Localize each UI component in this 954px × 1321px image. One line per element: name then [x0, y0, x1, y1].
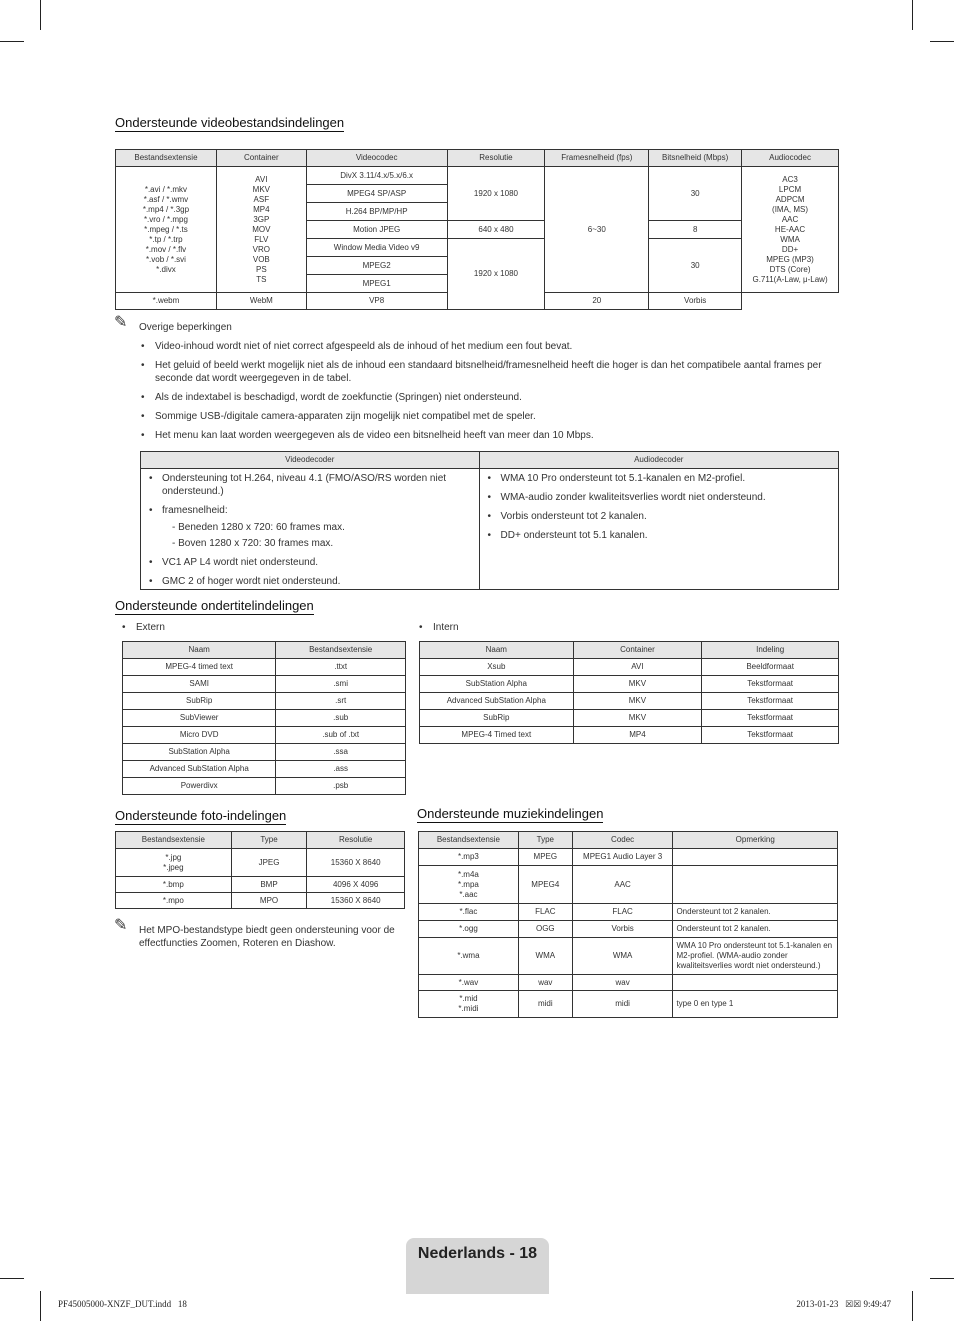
list-item: • VC1 AP L4 wordt niet ondersteund. [144, 556, 476, 569]
col-header: Resolutie [447, 150, 545, 167]
list-item: • DD+ ondersteunt tot 5.1 kanalen. [483, 529, 835, 542]
photo-formats-table [115, 831, 405, 909]
list-item: • Video-inhoud wordt niet of niet correct afgespeeld als de inhoud of het medium een fout bevat. [139, 340, 829, 353]
video-formats-heading: Ondersteunde videobestandsindelingen [115, 115, 345, 130]
table-row: Xsub AVI Beeldformaat [420, 659, 839, 676]
table-row: MPEG-4 Timed text MP4 Tekstformaat [420, 727, 839, 744]
webm-bitrate: 20 [545, 293, 649, 310]
audio-codec-list: AC3 LPCM ADPCM (IMA, MS) AAC HE-AAC WMA DD+ MPEG (MP3) DTS (Core) G.711(A-Law, μ-Law) [742, 167, 839, 293]
codec-cell: MPEG2 [306, 257, 447, 275]
col-header: Bestandsextensie [116, 150, 217, 167]
table-row: Powerdivx .psb [123, 778, 406, 795]
col-header: Bestandsextensie [419, 832, 519, 849]
container-list: AVI MKV ASF MP4 3GP MOV FLV VRO VOB PS TS [216, 167, 306, 293]
col-header: Container [216, 150, 306, 167]
table-row: MPEG-4 timed text .ttxt [123, 659, 406, 676]
list-item: • GMC 2 of hoger wordt niet ondersteund. [144, 575, 476, 588]
audio-decoder-cell [479, 469, 838, 590]
col-header: Audiocodec [742, 150, 839, 167]
col-header: Bitsnelheid (Mbps) [649, 150, 742, 167]
table-row: SubStation Alpha .ssa [123, 744, 406, 761]
footer-filename: PF45005000-XNZF_DUT.indd 18 [58, 1299, 187, 1309]
music-formats-heading: Ondersteunde muziekindelingen [417, 806, 604, 821]
footer-timestamp: 2013-01-23 ☒☒ 9:49:47 [796, 1299, 891, 1309]
video-decoder-cell [141, 469, 480, 590]
page-number-label: Nederlands - 18 [417, 1245, 538, 1262]
table-row: *.mid *.midi midi midi type 0 en type 1 [419, 991, 838, 1018]
table-row: SubRip MKV Tekstformaat [420, 710, 839, 727]
crop-mark [912, 1291, 913, 1321]
table-row: *.mp3 MPEG MPEG1 Audio Layer 3 [419, 849, 838, 866]
col-header: Videocodec [306, 150, 447, 167]
list-item: • Sommige USB-/digitale camera-apparaten zijn mogelijk niet compatibel met de speler. [139, 410, 829, 423]
col-header: Audiodecoder [479, 452, 838, 469]
table-row: Advanced SubStation Alpha .ass [123, 761, 406, 778]
col-header: Opmerking [673, 832, 838, 849]
bitrate-cell: 30 [649, 239, 742, 293]
table-row: SubRip .srt [123, 693, 406, 710]
codec-cell: Window Media Video v9 [306, 239, 447, 257]
list-item: • Het geluid of beeld werkt mogelijk niet als de inhoud een standaard bitsnelheid/framesnelheid heeft die hoger is dan het compatibele aantal frames per seconde dat wordt weergegeven in de tabel. [139, 359, 829, 385]
internal-subtitle-table [419, 641, 839, 744]
codec-cell: H.264 BP/MP/HP [306, 203, 447, 221]
crop-mark [40, 1291, 41, 1321]
col-header: Codec [572, 832, 673, 849]
col-header: Framesnelheid (fps) [545, 150, 649, 167]
table-row: *.wav wav wav [419, 975, 838, 991]
framerate-cell: 6~30 [545, 167, 649, 293]
webm-codec: VP8 [306, 293, 447, 310]
crop-mark [40, 0, 41, 30]
list-item: • Het menu kan laat worden weergegeven als de video een bitsnelheid heeft van meer dan 10 Mbps. [139, 429, 829, 442]
col-header: Bestandsextensie [276, 642, 406, 659]
col-header: Naam [420, 642, 574, 659]
codec-cell: MPEG4 SP/ASP [306, 185, 447, 203]
table-row: SAMI .smi [123, 676, 406, 693]
internal-label: • Intern [417, 621, 459, 640]
table-row: SubViewer .sub [123, 710, 406, 727]
table-row: *.m4a *.mpa *.aac MPEG4 AAC [419, 866, 838, 904]
col-header: Indeling [702, 642, 839, 659]
col-header: Type [231, 832, 307, 849]
music-formats-table [418, 831, 838, 1018]
col-header: Type [518, 832, 572, 849]
resolution-cell: 640 x 480 [447, 221, 545, 239]
external-subtitle-table [122, 641, 406, 795]
col-header: Container [573, 642, 702, 659]
subtitle-formats-heading: Ondersteunde ondertitelindelingen [115, 598, 314, 613]
crop-mark [0, 41, 24, 42]
table-row: SubStation Alpha MKV Tekstformaat [420, 676, 839, 693]
col-header: Naam [123, 642, 276, 659]
webm-audio: Vorbis [649, 293, 742, 310]
decoder-table [140, 451, 839, 590]
codec-cell: MPEG1 [306, 275, 447, 293]
bitrate-cell: 8 [649, 221, 742, 239]
table-row: Advanced SubStation Alpha MKV Tekstformaat [420, 693, 839, 710]
webm-extension: *.webm [116, 293, 217, 310]
webm-container: WebM [216, 293, 306, 310]
photo-note: Het MPO-bestandstype biedt geen ondersteuning voor de effectfuncties Zoomen, Roteren en Diashow. [139, 925, 395, 949]
bitrate-cell: 30 [649, 167, 742, 221]
page-number-tab [406, 1238, 549, 1294]
external-label: • Extern [120, 621, 165, 640]
table-row: *.ogg OGG Vorbis Ondersteunt tot 2 kanalen. [419, 921, 838, 938]
resolution-cell: 1920 x 1080 [447, 167, 545, 221]
list-item: • WMA-audio zonder kwaliteitsverlies wordt niet ondersteund. [483, 491, 835, 504]
table-row: *.jpg *.jpeg JPEG 15360 X 8640 [116, 849, 405, 877]
list-item: • WMA 10 Pro ondersteunt tot 5.1-kanalen en M2-profiel. [483, 472, 835, 485]
table-row: *.mpo MPO 15360 X 8640 [116, 893, 405, 909]
crop-mark [930, 1278, 954, 1279]
col-header: Resolutie [307, 832, 405, 849]
crop-mark [0, 1278, 24, 1279]
codec-cell: DivX 3.11/4.x/5.x/6.x [306, 167, 447, 185]
restrictions-list [139, 340, 829, 448]
crop-mark [930, 41, 954, 42]
list-item: • Vorbis ondersteunt tot 2 kanalen. [483, 510, 835, 523]
list-item: • Als de indextabel is beschadigd, wordt de zoekfunctie (Springen) niet ondersteund. [139, 391, 829, 404]
list-item: • framesnelheid: - Beneden 1280 x 720: 60 frames max. - Boven 1280 x 720: 30 frames max. [144, 504, 476, 550]
codec-cell: Motion JPEG [306, 221, 447, 239]
col-header: Videodecoder [141, 452, 480, 469]
list-item: • Ondersteuning tot H.264, niveau 4.1 (FMO/ASO/RS worden niet ondersteund.) [144, 472, 476, 498]
table-row: *.wma WMA WMA WMA 10 Pro ondersteunt tot 5.1-kanalen en M2-profiel. (WMA-audio zonder kwaliteitsverlies wordt niet ondersteund.) [419, 938, 838, 975]
resolution-cell: 1920 x 1080 [447, 239, 545, 310]
photo-formats-heading: Ondersteunde foto-indelingen [115, 808, 287, 823]
table-row: *.flac FLAC FLAC Ondersteunt tot 2 kanalen. [419, 904, 838, 921]
table-row: Micro DVD .sub of .txt [123, 727, 406, 744]
crop-mark [912, 0, 913, 30]
table-row: *.bmp BMP 4096 X 4096 [116, 877, 405, 893]
note-icon: ✎ [114, 314, 128, 331]
col-header: Bestandsextensie [116, 832, 232, 849]
extension-list: *.avi / *.mkv *.asf / *.wmv *.mp4 / *.3gp *.vro / *.mpg *.mpeg / *.ts *.tp / *.trp *.mov / *.flv *.vob / *.svi *.divx [116, 167, 217, 293]
video-formats-table [115, 149, 839, 310]
note-icon: ✎ [114, 917, 128, 934]
restrictions-heading: Overige beperkingen [139, 322, 232, 333]
